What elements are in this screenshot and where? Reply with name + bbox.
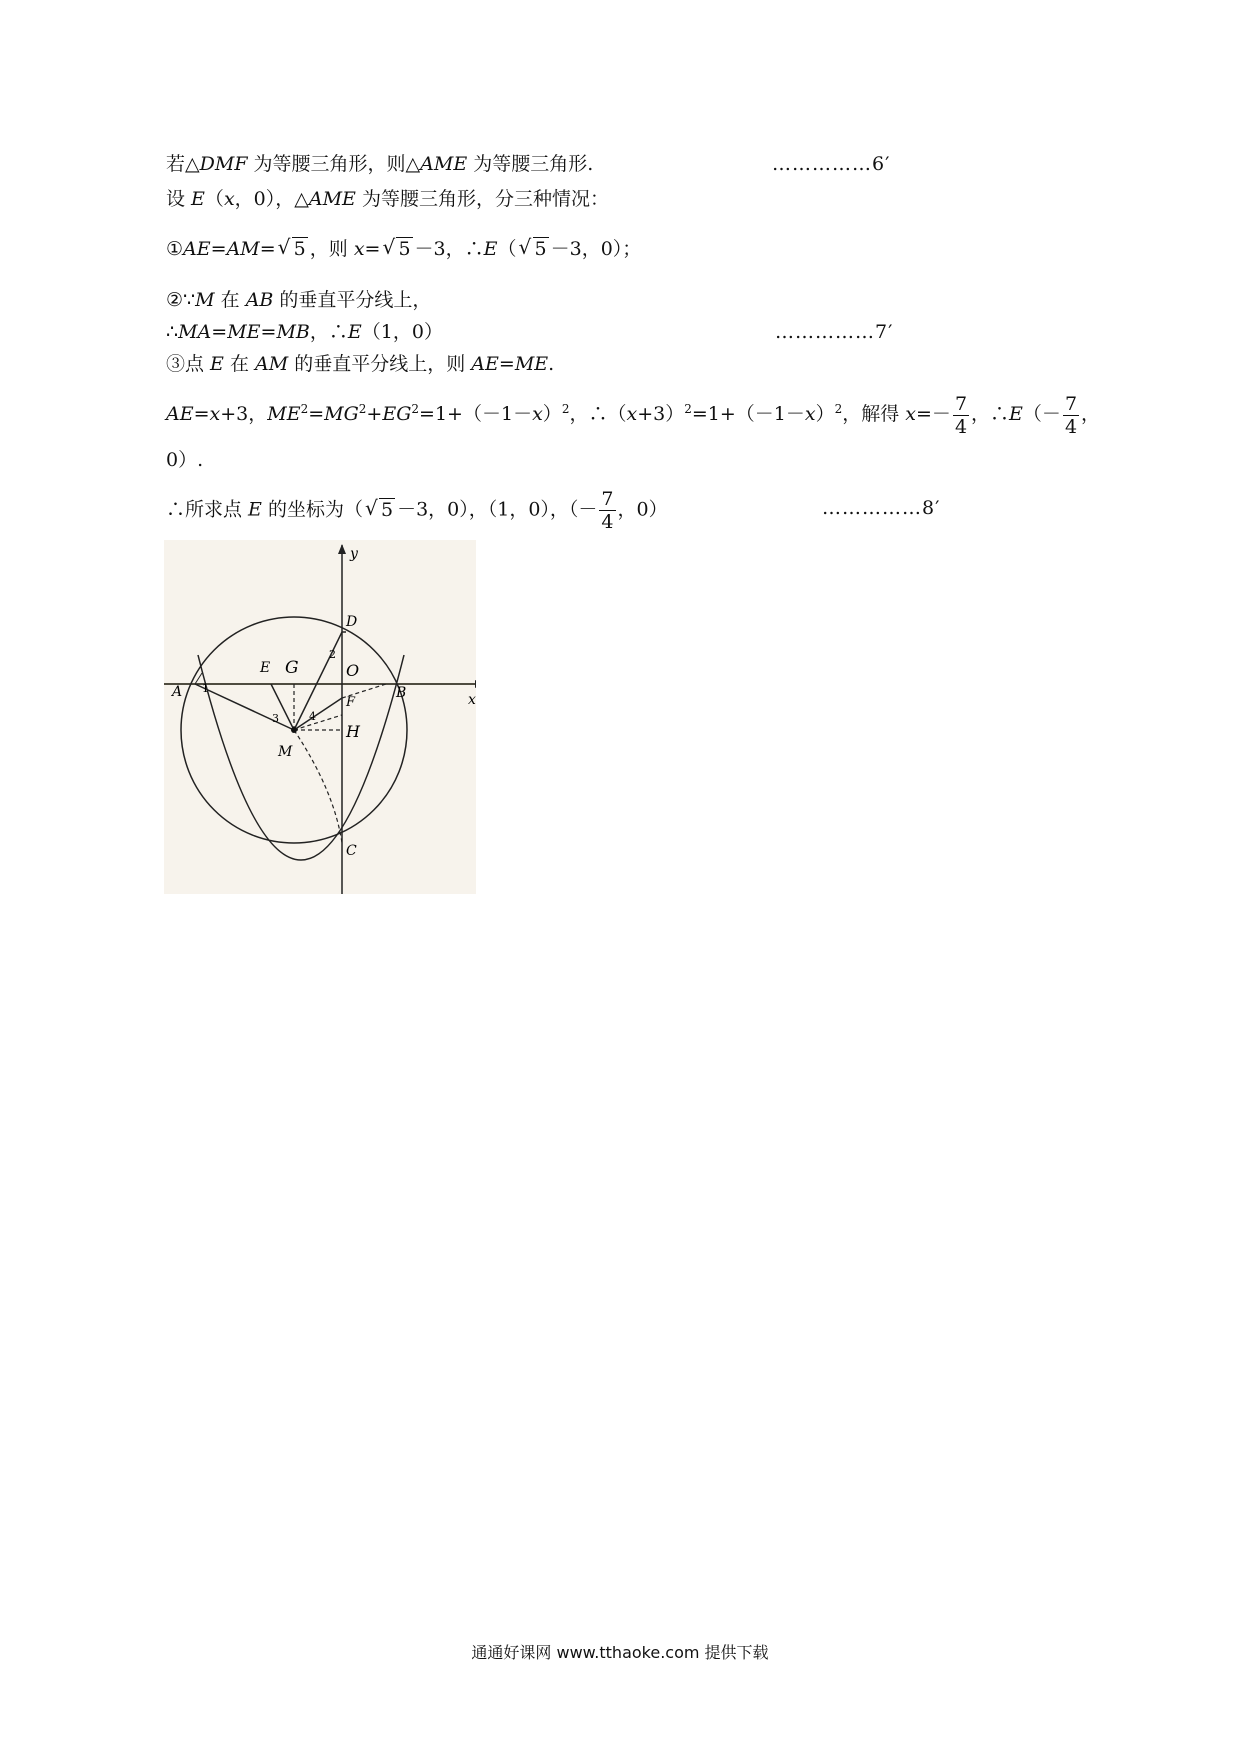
sqrt-5: √ 5 [519,237,549,261]
angle-label-1: 1 [202,682,209,695]
line-case-2a: ②∵M 在 AB 的垂直平分线上， [166,289,432,311]
line-case-1: ①AE=AM=√ 5 ，则 x=√ 5 －3，∴E（√ 5 －3，0）； [166,237,641,261]
case1-prefix: ①AE=AM= [166,238,276,260]
geometry-diagram [164,540,476,894]
score-7: ……………7′ [775,321,894,343]
line-conclusion: ∴所求点 E 的坐标为（√ 5 －3，0），（1，0），（－ $\frac{7}{4}$ ，0） [166,488,668,533]
label-c: C [346,843,357,859]
fraction-7-4: $\frac{7}{4}$ [601,488,614,533]
fraction-7-4: $\frac{7}{4}$ [1064,392,1078,438]
label-a: A [172,684,183,700]
angle-label-4: 4 [309,710,316,723]
label-f: F [346,695,356,710]
label-h: H [346,722,360,741]
label-g: G [285,658,299,678]
fraction-7-4: $\frac{7}{4}$ [954,392,968,438]
score-8: ……………8′ [822,497,941,519]
line-case-3-equation: AE=x+3，$ME^2=MG^2+EG^2=1+(-1-x)^2$，$\therefore(x+3)^2=1+(-1-x)^2$，解得 x=－ $\frac{7}{4}$ ，∴E（－ $\frac{7}{4}$ ， [166,392,1101,438]
label-y: y [350,546,358,562]
sqrt-5: √ 5 [365,490,395,530]
label-m: M [278,744,293,760]
line-case-2b: ∴MA=ME=MB，∴E（1，0） [166,321,443,343]
sqrt-5: √ 5 [382,237,412,261]
label-b: B [396,685,407,701]
label-o: O [346,661,360,680]
angle-label-3: 3 [272,712,279,725]
line-set-e: 设 E（x，0），△AME 为等腰三角形，分三种情况： [166,188,609,210]
angle-label-2: 2 [329,648,336,661]
x-axis-arrow [475,680,476,688]
point-m [291,727,297,733]
label-x: x [468,692,476,708]
footer-source: 通通好课网 www.tthaoke.com 提供下载 [471,1643,769,1662]
line-isosceles-statement: 若△DMF 为等腰三角形，则△AME 为等腰三角形. [166,153,594,175]
score-6: ……………6′ [772,153,891,175]
line-case-3-end: 0）. [166,449,204,471]
sqrt-5: √ 5 [278,237,308,261]
line-case-3: ③点 E 在 AM 的垂直平分线上，则 AE=ME. [166,353,555,375]
diagram-background [164,540,476,894]
label-d: D [346,614,358,630]
label-e: E [260,660,271,676]
